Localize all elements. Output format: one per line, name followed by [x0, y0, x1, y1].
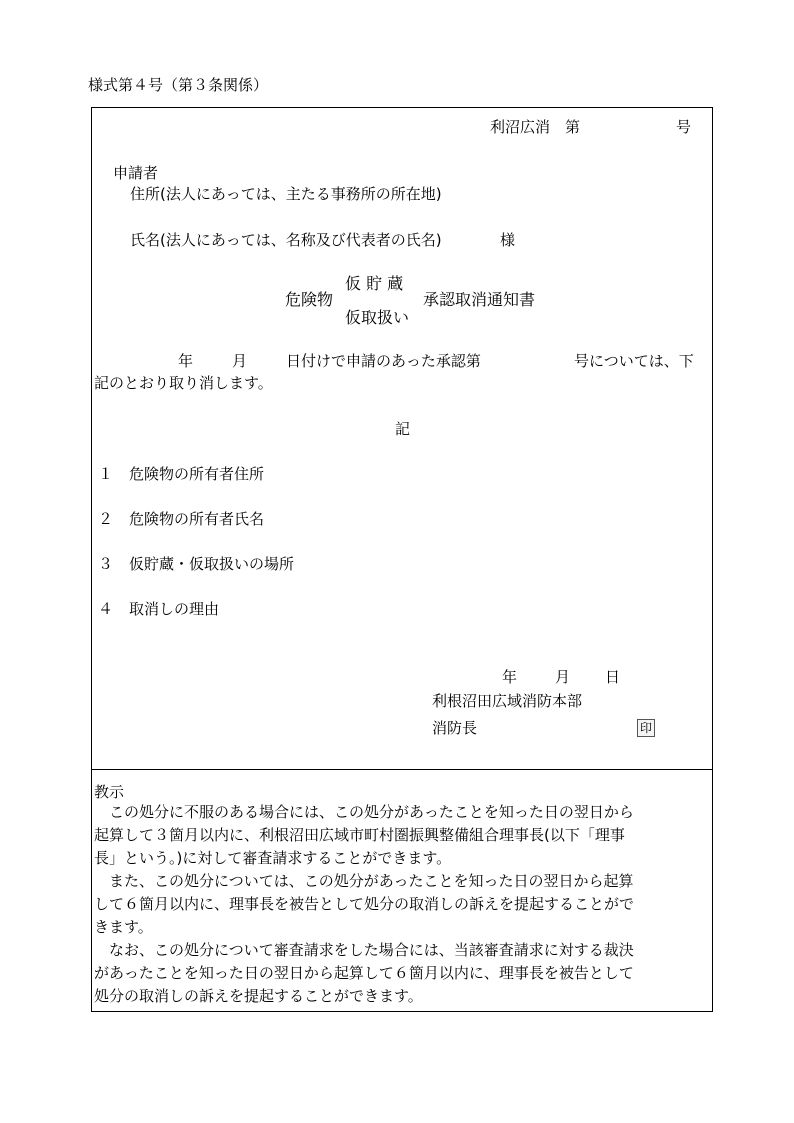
item-label: 仮貯蔵・仮取扱いの場所: [129, 555, 295, 573]
notice-line: があったことを知った日の翌日から起算して６箇月以内に、理事長を被告として: [94, 964, 634, 982]
issuer-organization: 利根沼田広域消防本部: [432, 692, 583, 710]
notice-line: して６箇月以内に、理事長を被告として処分の取消しの訴えを提起することがで: [94, 895, 635, 913]
issuer-title: 消防長: [432, 719, 478, 737]
notice-heading: 教示: [94, 783, 125, 801]
body-number-phrase: 号については、下: [574, 352, 694, 370]
body-line2: 記のとおり取り消します。: [94, 374, 273, 392]
notice-line: また、この処分については、この処分があったことを知った日の翌日から起算: [94, 872, 634, 890]
issuer-month: 月: [555, 668, 571, 686]
office-code: 利沼広消 第: [490, 118, 581, 136]
item-label: 危険物の所有者氏名: [129, 510, 265, 528]
notice-line: 長」という。)に対して審査請求することができます。: [94, 849, 452, 867]
issuer-day: 日: [605, 668, 621, 686]
notice-line: きます。: [94, 918, 153, 936]
item-number: ３: [98, 555, 114, 573]
address-label: 住所(法人にあっては、主たる事務所の所在地): [130, 185, 442, 203]
item-number: １: [98, 465, 114, 483]
seal-mark: 印: [637, 719, 655, 737]
number-suffix: 号: [676, 118, 692, 136]
item-number: ２: [98, 510, 114, 528]
notice-line: 処分の取消しの訴えを提起することができます。: [94, 987, 423, 1005]
title-suffix: 承認取消通知書: [423, 290, 536, 309]
title-prefix: 危険物: [285, 290, 334, 309]
notice-line: なお、この処分について審査請求をした場合には、当該審査請求に対する裁決: [94, 941, 634, 959]
issuer-year: 年: [502, 668, 518, 686]
ki-heading: 記: [395, 420, 411, 438]
form-label: 様式第４号（第３条関係）: [88, 76, 269, 94]
notice-line: 起算して３箇月以内に、利根沼田広域市町村圏振興整備組合理事長(以下「理事: [94, 826, 625, 844]
item-label: 取消しの理由: [129, 600, 220, 618]
name-label: 氏名(法人にあっては、名称及び代表者の氏名): [130, 231, 442, 249]
item-label: 危険物の所有者住所: [129, 465, 265, 483]
item-number: ４: [98, 600, 114, 618]
title-upper-option: 仮 貯 蔵: [345, 274, 404, 293]
title-lower-option: 仮取扱い: [345, 308, 410, 327]
section-divider: [92, 769, 712, 770]
body-month: 月: [232, 352, 248, 370]
applicant-heading: 申請者: [113, 164, 159, 182]
honorific: 様: [500, 231, 516, 249]
body-year: 年: [178, 352, 194, 370]
notice-line: この処分に不服のある場合には、この処分があったことを知った日の翌日から: [94, 803, 634, 821]
body-date-phrase: 日付けで申請のあった承認第: [286, 352, 481, 370]
